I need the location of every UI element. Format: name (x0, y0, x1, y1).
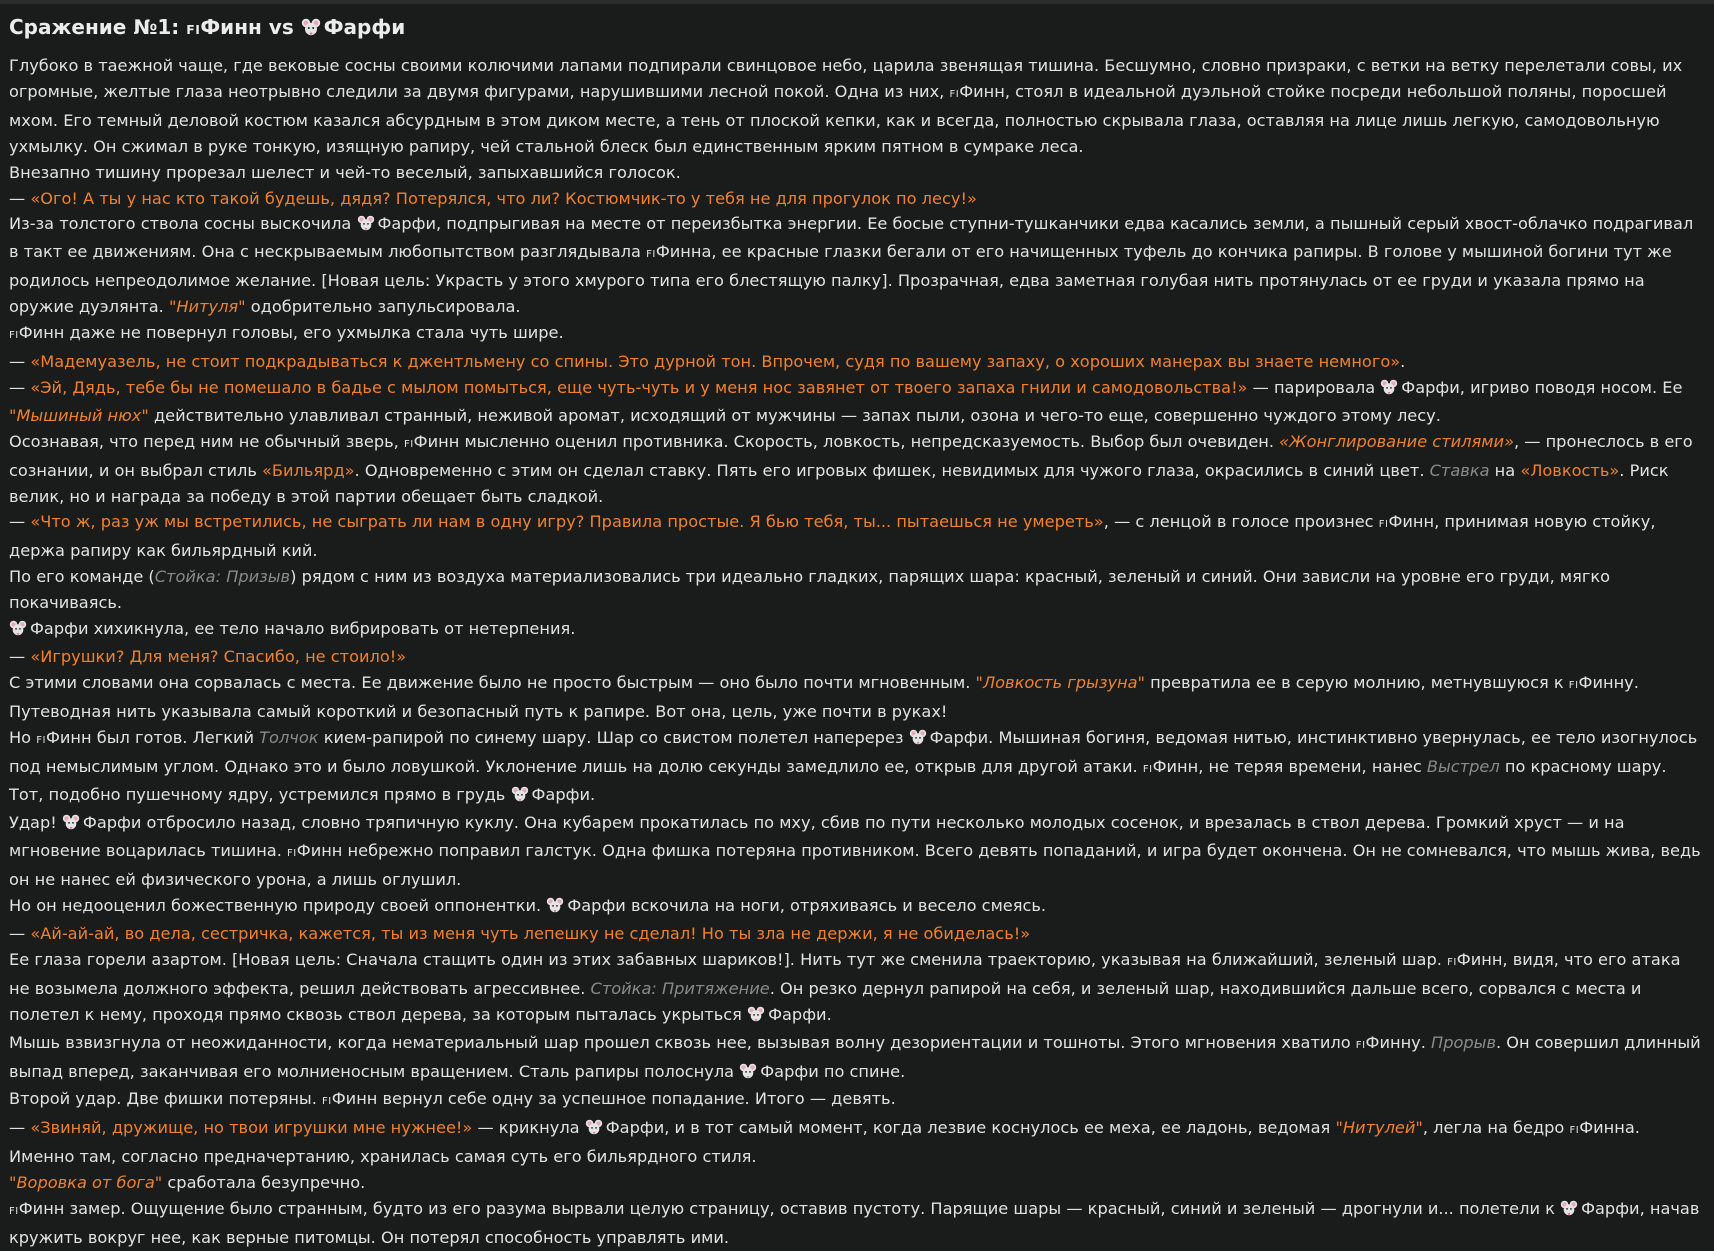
narration-text: Второй удар. Две фишки потеряны. (9, 1089, 322, 1109)
narration-text: сработала безупречно. (162, 1173, 366, 1193)
narration-text: — крикнула (472, 1118, 585, 1138)
character-name-farfi: Фарфи (760, 1061, 819, 1081)
narration-text: Ее глаза горели азартом. [Новая цель: Сначала стащить один из этих забавных шариков!]. Нить тут же сменила траекторию, указывая на ближайший, зеленый шар. (9, 949, 1448, 969)
title-finn: Финн (200, 15, 262, 39)
finn-fi-icon: FI (1569, 1125, 1580, 1137)
ability-name: "Воровка от бога" (9, 1173, 163, 1193)
story-paragraph (9, 320, 1703, 349)
narration-text: . (1633, 672, 1639, 692)
stance-name: Стойка: Призыв (154, 567, 291, 587)
story-paragraph (9, 725, 1703, 811)
narration-text: . Одновременно с этим он сделал ставку. Пять его игровых фишек, невидимых для чужого глаза, окрасились в синий цвет. (354, 460, 1430, 480)
narration-text: небрежно поправил галстук. Одна фишка потеряна противником. Всего девять попаданий, и игра будет окончена. Он не сомневался, что мышь жива, ведь он не нанес ей физического урона, а лишь оглушил. (9, 841, 1701, 890)
character-name-finn: Финн (18, 323, 65, 343)
narration-text: , игриво поводя носом. Ее (1459, 377, 1683, 397)
narration-text: Внезапно тишину прорезал шелест и чей-то веселый, запыхавшийся голосок. (9, 162, 681, 182)
narration-text: отбросило назад, словно тряпичную куклу. Она кубарем прокатилась по мху, сбив по пути несколько молодых сосенок, и врезалась в ствол дерева. Громкий хруст — и на мгновение воцарилась тишина. (9, 813, 1625, 861)
narration-text: , — с ленцой в голосе произнес (1103, 512, 1379, 532)
narration-text: одобрительно запульсировала. (245, 297, 521, 317)
character-name-farfi: Фарфи (605, 1118, 665, 1138)
character-name-finn: Финн (331, 1089, 378, 1109)
character-name-farfi: Фарфи (768, 1004, 827, 1024)
finn-fi-icon: FI (287, 848, 297, 860)
ability-name: "Нитулей" (1335, 1118, 1423, 1138)
narration-text: , стоял в идеальной дуэльной стойке посреди небольшой поляны, поросшей мхом. Его темный деловой костюм казался абсурдным в этом диком месте, а тень от плоской кепки, как и всегда, полностью скрывала глаза, оставляя на лице лишь легкую, самодовольную ухмылку. Он сжимал в руке тонкую, изящную рапиру, чей стальной блеск был единственным ярким пятном в сумраке леса. (9, 81, 1667, 156)
ability-name: "Мышиный нюх" (9, 405, 149, 425)
narration-text: мысленно оценил противника. Скорость, ловкость, непредсказуемость. Выбор был очевиден. (459, 431, 1280, 451)
story-paragraph (9, 1086, 1703, 1115)
story-paragraph (9, 921, 1703, 947)
character-name-finn: Финн (1152, 756, 1199, 776)
finn-fi-icon: FI (36, 734, 46, 746)
story-paragraph (9, 810, 1703, 893)
narration-text: Мышь взвизгнула от неожиданности, когда нематериальный шар прошел сквозь нее, вызывая волну дезориентации и тошноты. Этого мгновения хватило (9, 1032, 1356, 1052)
narration-text: Путеводная нить указывала самый короткий и безопасный путь к рапире. Вот она, цель, уже почти в руках! (9, 701, 948, 721)
dialogue-quote: «Что ж, раз уж мы встретились, не сыграть ли нам в одну игру? Правила простые. Я бью тебя, ты... пытаешься не умереть» (30, 512, 1104, 532)
narration-text: По его команде ( (9, 567, 155, 587)
dialogue-quote: «Игрушки? Для меня? Спасибо, не стоило!» (30, 646, 407, 666)
narration-text: , и в тот самый момент, когда лезвие коснулось ее меха, ее ладонь, ведомая (664, 1118, 1336, 1138)
finn-fi-icon: FI (1447, 956, 1457, 968)
narration-text: . (1400, 351, 1406, 371)
finn-fi-icon: FI (949, 88, 960, 100)
narration-text: кием-рапирой по синему шару. Шар со свистом полетел наперерез (318, 727, 909, 747)
character-name-farfi: Фарфи (567, 896, 626, 916)
story-paragraph (9, 1115, 1703, 1170)
stance-name: Стойка: Притяжение (590, 978, 770, 998)
character-name-farfi: Фарфи (531, 785, 590, 805)
story-paragraph (9, 211, 1703, 320)
mouse-face-icon (1380, 377, 1398, 403)
story-text (9, 53, 1703, 1251)
story-paragraph (9, 893, 1703, 921)
character-name-finn: Финн (45, 727, 92, 747)
story-paragraph (9, 509, 1703, 564)
title-prefix: Сражение №1: (9, 15, 187, 39)
narration-text: — (9, 924, 31, 943)
story-paragraph (9, 644, 1703, 670)
finn-fi-icon: FI (9, 1206, 19, 1218)
dialogue-quote: «Ловкость» (1520, 460, 1620, 480)
character-name-finn: Финн (413, 431, 460, 451)
character-name-farfi: Фарфи (1401, 377, 1460, 397)
narration-text: превратила ее в серую молнию, метнувшуюся к (1144, 672, 1569, 692)
narration-text: . Он совершил длинный выпад вперед, заканчивая его молниеносным вращением. Сталь рапиры полоснула (9, 1032, 1701, 1081)
story-paragraph (9, 616, 1703, 644)
mouse-face-icon (1560, 1198, 1578, 1224)
narration-text: Осознавая, что перед ним не обычный зверь, (9, 431, 404, 451)
character-name-farfi: Фарфи (929, 727, 989, 747)
ability-name: «Жонглирование стилями» (1279, 431, 1514, 451)
story-paragraph (9, 349, 1703, 375)
narration-text: — парировала (1247, 377, 1381, 397)
narration-text: — (9, 1118, 31, 1138)
finn-fi-icon: FI (1378, 519, 1389, 531)
title-vs: vs (261, 15, 301, 39)
dialogue-quote: «Ого! А ты у нас кто такой будешь, дядя? Потерялся, что ли? Костюмчик-то у тебя не для прогулок по лесу!» (30, 188, 977, 208)
battle-log (9, 10, 1703, 1251)
mouse-face-icon (546, 895, 564, 921)
dialogue-quote: «Звиняй, дружище, но твои игрушки мне нужнее!» (30, 1118, 473, 1138)
narration-text: , ее красные глазки бегали от его начищенных туфель до кончика рапиры. В голове у мышиной богини тут же родилось непреодолимое желание. [Новая цель: Украсть у этого хмурого типа его блестящую палку]. Прозрачная, едва заметная голубая нить протянулась от ее груди и указала прямо на оружие дуэлянта. (9, 242, 1672, 317)
ability-name: "Нитуля" (168, 297, 246, 317)
finn-fi-icon: FI (186, 22, 201, 37)
narration-text: . (1420, 1032, 1432, 1052)
story-paragraph (9, 947, 1703, 1030)
finn-fi-icon: FI (9, 330, 19, 342)
mouse-face-icon (357, 213, 375, 239)
narration-text: , начав кружить вокруг нее, как верные питомцы. Он потерял способность управлять ими. (9, 1199, 1700, 1247)
story-paragraph (9, 564, 1703, 616)
story-paragraph (9, 670, 1703, 699)
character-name-farfi: Фарфи (377, 214, 436, 234)
story-paragraph (9, 429, 1703, 510)
story-paragraph (9, 1030, 1703, 1087)
story-paragraph (9, 699, 1703, 725)
narration-text: Но он недооценил божественную природу своей оппонентки. (9, 896, 547, 916)
stance-name: Толчок (259, 727, 319, 747)
character-name-finn: Финн (959, 81, 1005, 101)
stance-name: Выстрел (1426, 756, 1500, 776)
narration-text: — (9, 377, 31, 397)
narration-text: , видя, что его атака не возымела должного эффекта, решил действовать агрессивнее. (9, 949, 1681, 998)
character-name-finn: Финна (1579, 1118, 1635, 1138)
page-title (9, 10, 1703, 47)
character-name-finn: Финна (655, 242, 712, 262)
finn-fi-icon: FI (1355, 1039, 1366, 1051)
narration-text: даже не повернул головы, его ухмылка стала чуть шире. (64, 323, 564, 343)
character-name-finn: Финн (296, 841, 343, 861)
narration-text: , — пронеслось в его сознании, и он выбрал стиль (9, 431, 1693, 480)
narration-text: , принимая новую стойку, держа рапиру как бильярдный кий. (9, 512, 1656, 561)
top-toolbar-strip (0, 0, 1714, 4)
story-paragraph (9, 1196, 1703, 1251)
narration-text: Из-за толстого ствола сосны выскочила (9, 214, 357, 234)
narration-text: , подпрыгивая на месте от переизбытка энергии. Ее босые ступни-тушканчики едва касались земли, а пышный серый хвост-облачко подрагивал в такт ее движениям. Она с нескрываемым любопытством разглядывала (9, 214, 1694, 262)
narration-text: ) рядом с ним из воздуха материализовались три идеально гладких, парящих шара: красный, зеленый и синий. Они зависли на уровне его груди, мягко покачиваясь. (9, 567, 1611, 613)
dialogue-quote: «Ай-ай-ай, во дела, сестричка, кажется, ты из меня чуть лепешку не сделал! Но ты зла не держи, я не обиделась!» (30, 924, 1031, 943)
narration-text: — (9, 512, 31, 532)
narration-text: вернул себе одну за успешное попадание. Итого — девять. (377, 1089, 896, 1109)
narration-text: Но (9, 727, 37, 747)
narration-text: вскочила на ноги, отряхиваясь и весело смеясь. (625, 896, 1047, 916)
character-name-farfi: Фарфи (30, 619, 89, 639)
character-name-finn: Финн (1388, 512, 1435, 532)
narration-text: хихикнула, ее тело начало вибрировать от нетерпения. (88, 619, 576, 639)
mouse-face-icon (9, 618, 27, 644)
narration-text: . Риск велик, но и награда за победу в этой партии обещает быть сладкой. (9, 460, 1669, 506)
narration-text: по красному шару. Тот, подобно пушечному ядру, устремился прямо в грудь (9, 756, 1667, 805)
dialogue-quote: «Бильярд» (262, 460, 355, 480)
narration-text: — (9, 646, 31, 666)
narration-text: . (590, 785, 596, 805)
finn-fi-icon: FI (1142, 763, 1153, 775)
narration-text: замер. Ощущение было странным, будто из его разума вырвали целую страницу, оставив пустоту. Парящие шары — красный, синий и зеленый — дрогнули и... полетели к (64, 1199, 1561, 1219)
stance-name: Ставка (1429, 460, 1490, 480)
finn-fi-icon: FI (646, 249, 656, 261)
mouse-face-icon (511, 784, 529, 810)
character-name-finn: Финну (1578, 672, 1634, 692)
finn-fi-icon: FI (322, 1096, 332, 1108)
narration-text: Глубоко в таежной чаще, где вековые сосны своими колючими лапами подпирали свинцовое небо, царила звенящая тишина. Бесшумно, словно призраки, с ветки на ветку перелетали совы, их огромные, желтые глаза неотрывно следили за двумя фигурами, нарушившими лесной покой. Одна из них, (9, 56, 1683, 101)
narration-text: . Именно там, согласно предначертанию, хранилась самая суть его бильярдного стиля. (9, 1118, 1640, 1167)
character-name-farfi: Фарфи (82, 813, 142, 833)
finn-fi-icon: FI (1568, 679, 1579, 691)
dialogue-quote: «Эй, Дядь, тебе бы не помешало в бадье с мылом помыться, еще чуть-чуть и у меня нос завянет от твоего запаха гнили и самодовольства!» (30, 377, 1248, 397)
character-name-farfi: Фарфи (1581, 1199, 1640, 1219)
character-name-finn: Финн (1456, 949, 1503, 969)
story-paragraph (9, 1170, 1703, 1196)
narration-text: . Мышиная богиня, ведомая нитью, инстинктивно увернулась, ее тело изогнулось под немыслимым углом. Однако это и было ловушкой. Уклонение лишь на долю секунды замедлило ее, открыв для другой атаки. (9, 727, 1698, 776)
narration-text: С этими словами она сорвалась с места. Ее движение было не просто быстрым — оно было почти мгновенным. (9, 672, 976, 692)
story-paragraph (9, 186, 1703, 212)
mouse-face-icon (62, 812, 80, 838)
story-paragraph (9, 160, 1703, 186)
narration-text: по спине. (818, 1061, 906, 1081)
narration-text: , не теряя времени, нанес (1198, 756, 1427, 776)
mouse-face-icon (747, 1004, 765, 1030)
narration-text: — (9, 351, 31, 371)
narration-text: . Он резко дернул рапирой на себя, и зеленый шар, находившийся дальше всего, сорвался с места и полетел к нему, проходя прямо сквозь ствол дерева, за которым пыталась укрыться (9, 978, 1642, 1024)
narration-text: был готов. Легкий (91, 727, 260, 747)
title-farfi: Фарфи (323, 15, 406, 39)
character-name-finn: Финну (1365, 1032, 1421, 1052)
mouse-face-icon (909, 727, 927, 753)
narration-text: Удар! (9, 813, 62, 833)
narration-text: на (1489, 460, 1521, 480)
narration-text: . (826, 1004, 832, 1024)
story-paragraph (9, 53, 1703, 160)
story-paragraph (9, 375, 1703, 429)
mouse-face-icon (739, 1061, 757, 1087)
character-name-finn: Финн (18, 1199, 65, 1219)
narration-text: действительно улавливал странный, неживой аромат, исходящий от мужчины — запах пыли, озона и чего-то еще, совершенно чуждого этому лесу. (148, 405, 1441, 425)
narration-text: — (9, 188, 31, 208)
narration-text: , легла на бедро (1422, 1118, 1570, 1138)
stance-name: Прорыв (1431, 1032, 1496, 1052)
finn-fi-icon: FI (403, 438, 414, 450)
dialogue-quote: «Мадемуазель, не стоит подкрадываться к джентльмену со спины. Это дурной тон. Впрочем, судя по вашему запаху, о хороших манерах вы знаете немного» (30, 351, 1401, 371)
mouse-face-icon (585, 1117, 603, 1143)
mouse-face-icon (301, 12, 321, 46)
ability-name: "Ловкость грызуна" (975, 672, 1145, 692)
